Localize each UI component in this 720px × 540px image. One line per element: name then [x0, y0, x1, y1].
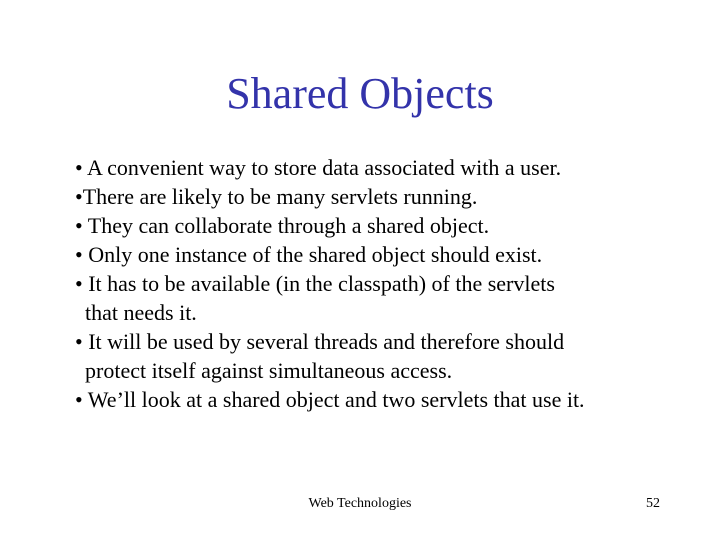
bullet-item: • Only one instance of the shared object should exist.	[75, 242, 543, 267]
bullet-list	[75, 153, 695, 414]
bullet-continuation: that needs it.	[85, 300, 197, 325]
bullet-item: •There are likely to be many servlets running.	[75, 184, 478, 209]
bullet-item: • It has to be available (in the classpath) of the servlets	[75, 271, 555, 296]
bullet-continuation: protect itself against simultaneous access.	[85, 358, 453, 383]
footer-text: Web Technologies	[308, 496, 412, 511]
bullet-item: • We’ll look at a shared object and two servlets that use it.	[75, 387, 585, 412]
bullet-item: • They can collaborate through a shared object.	[75, 213, 490, 238]
bullet-item: • It will be used by several threads and therefore should	[75, 329, 565, 354]
page-number: 52	[646, 496, 660, 511]
slide-title: Shared Objects	[226, 69, 494, 118]
bullet-item: • A convenient way to store data associated with a user.	[75, 155, 562, 180]
